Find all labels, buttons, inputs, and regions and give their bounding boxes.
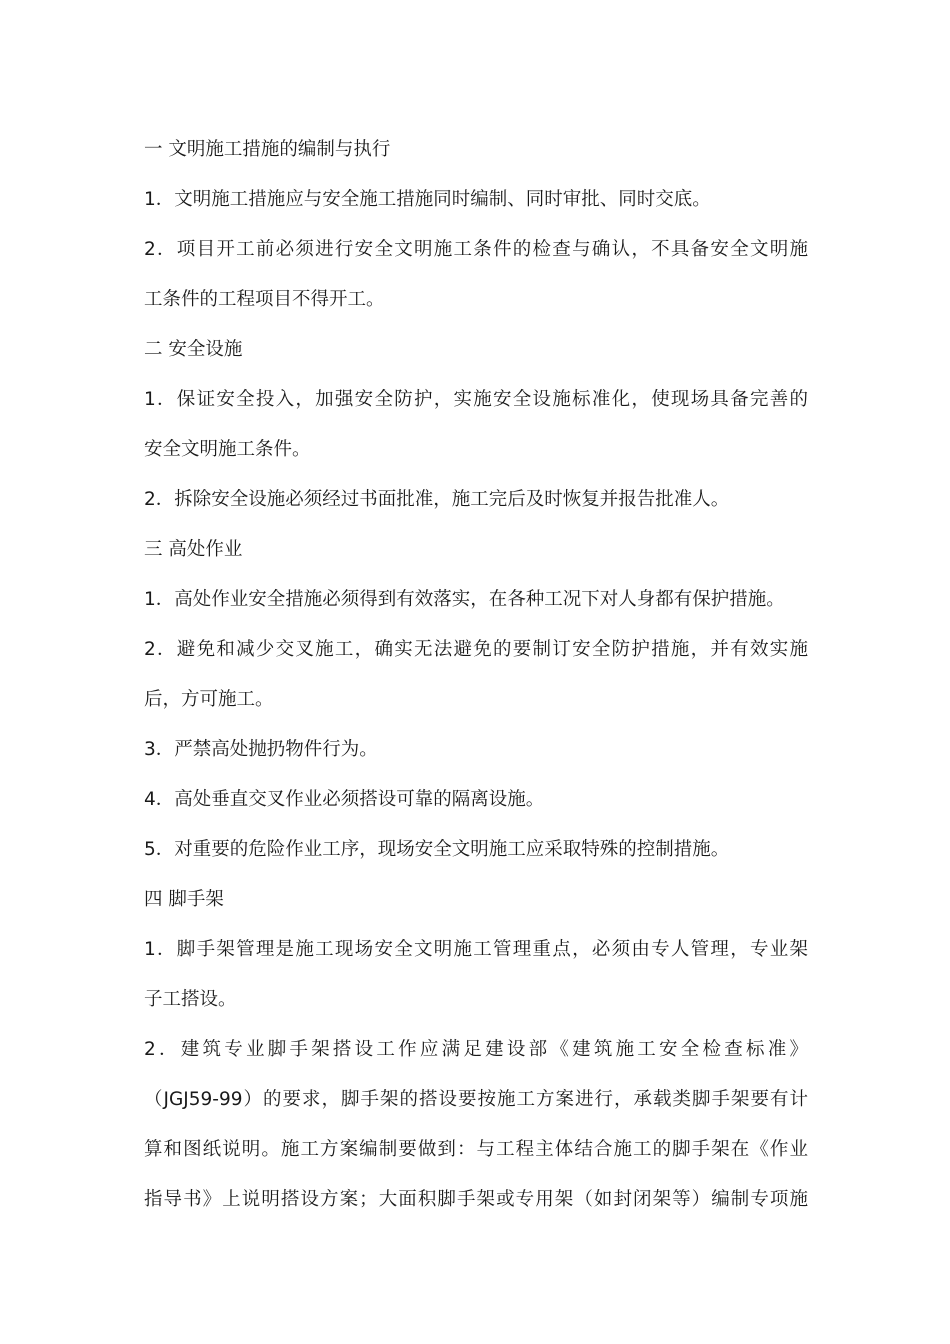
section-heading-1: 一 文明施工措施的编制与执行 [144, 139, 391, 160]
paragraph-line: 子工搭设。 [144, 989, 237, 1010]
document-body [144, 125, 808, 1225]
paragraph-line: 1．保证安全投入，加强安全防护，实施安全设施标准化，使现场具备完善的 [144, 389, 808, 410]
paragraph-line: 1．脚手架管理是施工现场安全文明施工管理重点，必须由专人管理，专业架 [144, 939, 808, 960]
paragraph-line: 工条件的工程项目不得开工。 [144, 289, 385, 310]
section-heading-4: 四 脚手架 [144, 889, 224, 910]
paragraph-line: 4．高处垂直交叉作业必须搭设可靠的隔离设施。 [144, 789, 545, 810]
paragraph-line: 5．对重要的危险作业工序，现场安全文明施工应采取特殊的控制措施。 [144, 839, 730, 860]
paragraph-line: 指导书》上说明搭设方案；大面积脚手架或专用架（如封闭架等）编制专项施 [144, 1189, 808, 1210]
paragraph-line: 2．拆除安全设施必须经过书面批准，施工完后及时恢复并报告批准人。 [144, 489, 730, 510]
paragraph-line: 算和图纸说明。施工方案编制要做到：与工程主体结合施工的脚手架在《作业 [144, 1139, 808, 1160]
paragraph-line: （JGJ59-99）的要求，脚手架的搭设要按施工方案进行，承载类脚手架要有计 [144, 1089, 808, 1110]
paragraph-line: 3．严禁高处抛扔物件行为。 [144, 739, 378, 760]
paragraph-line: 后，方可施工。 [144, 689, 274, 710]
paragraph-line: 1．高处作业安全措施必须得到有效落实，在各种工况下对人身都有保护措施。 [144, 589, 785, 610]
paragraph-line: 2．避免和减少交叉施工，确实无法避免的要制订安全防护措施，并有效实施 [144, 639, 808, 660]
section-heading-3: 三 高处作业 [144, 539, 243, 560]
paragraph-line: 安全文明施工条件。 [144, 439, 311, 460]
paragraph-line: 1．文明施工措施应与安全施工措施同时编制、同时审批、同时交底。 [144, 189, 711, 210]
section-heading-2: 二 安全设施 [144, 339, 243, 360]
paragraph-line: 2．项目开工前必须进行安全文明施工条件的检查与确认，不具备安全文明施 [144, 239, 808, 260]
paragraph-line: 2．建筑专业脚手架搭设工作应满足建设部《建筑施工安全检查标准》 [144, 1039, 808, 1060]
